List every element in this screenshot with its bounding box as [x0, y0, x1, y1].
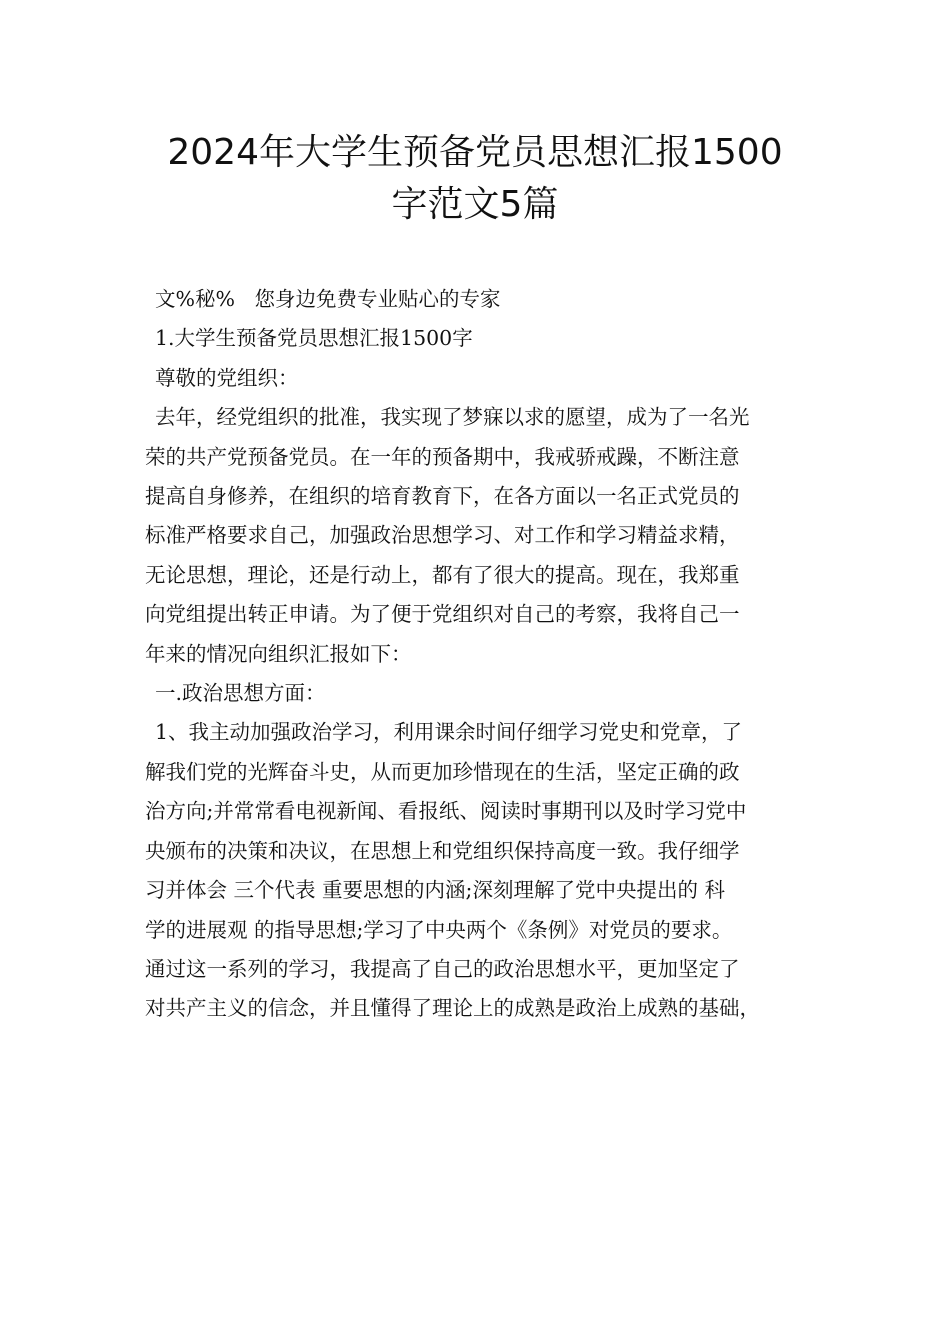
paragraph-line: 通过这一系列的学习，我提高了自己的政治思想水平，更加坚定了: [145, 956, 740, 981]
paragraph-line: 学的进展观 的指导思想;学习了中央两个《条例》对党员的要求。: [145, 917, 733, 942]
title-line-1: 2024年大学生预备党员思想汇报1500: [167, 132, 783, 173]
paragraph-line: 央颁布的决策和决议，在思想上和党组织保持高度一致。我仔细学: [145, 838, 740, 863]
paragraph-line: 对共产主义的信念，并且懂得了理论上的成熟是政治上成熟的基础，: [145, 996, 760, 1021]
subheading-political: 一.政治思想方面：: [155, 681, 326, 706]
paragraph-line: 标准严格要求自己，加强政治思想学习、对工作和学习精益求精，: [145, 523, 740, 548]
paragraph-line: 荣的共产党预备党员。在一年的预备期中，我戒骄戒躁，不断注意: [145, 444, 740, 469]
paragraph-line: 习并体会 三个代表 重要思想的内涵;深刻理解了党中央提出的 科: [145, 878, 725, 903]
paragraph-1: [145, 398, 815, 674]
salutation: 尊敬的党组织：: [155, 365, 299, 390]
section-heading: 1.大学生预备党员思想汇报1500字: [155, 326, 473, 351]
paragraph-line: 1、我主动加强政治学习，利用课余时间仔细学习党史和党章，了: [155, 720, 743, 745]
paragraph-line: 年来的情况向组织汇报如下：: [145, 641, 412, 666]
paragraph-line: 向党组提出转正申请。为了便于党组织对自己的考察，我将自己一: [145, 602, 740, 627]
title-line-2: 字范文5篇: [391, 184, 559, 225]
paragraph-line: 无论思想，理论，还是行动上，都有了很大的提高。现在，我郑重: [145, 562, 740, 587]
paragraph-line: 解我们党的光辉奋斗史，从而更加珍惜现在的生活，坚定正确的政: [145, 759, 740, 784]
tagline: 文%秘% 您身边免费专业贴心的专家: [155, 287, 501, 311]
paragraph-line: 治方向;并常常看电视新闻、看报纸、阅读时事期刊以及时学习党中: [145, 799, 747, 824]
paragraph-line: 去年，经党组织的批准，我实现了梦寐以求的愿望，成为了一名光: [155, 405, 750, 430]
document-title: [100, 127, 850, 231]
document-body: [145, 280, 815, 1029]
paragraph-line: 提高自身修养，在组织的培育教育下，在各方面以一名正式党员的: [145, 484, 740, 509]
paragraph-2: [145, 713, 815, 1028]
